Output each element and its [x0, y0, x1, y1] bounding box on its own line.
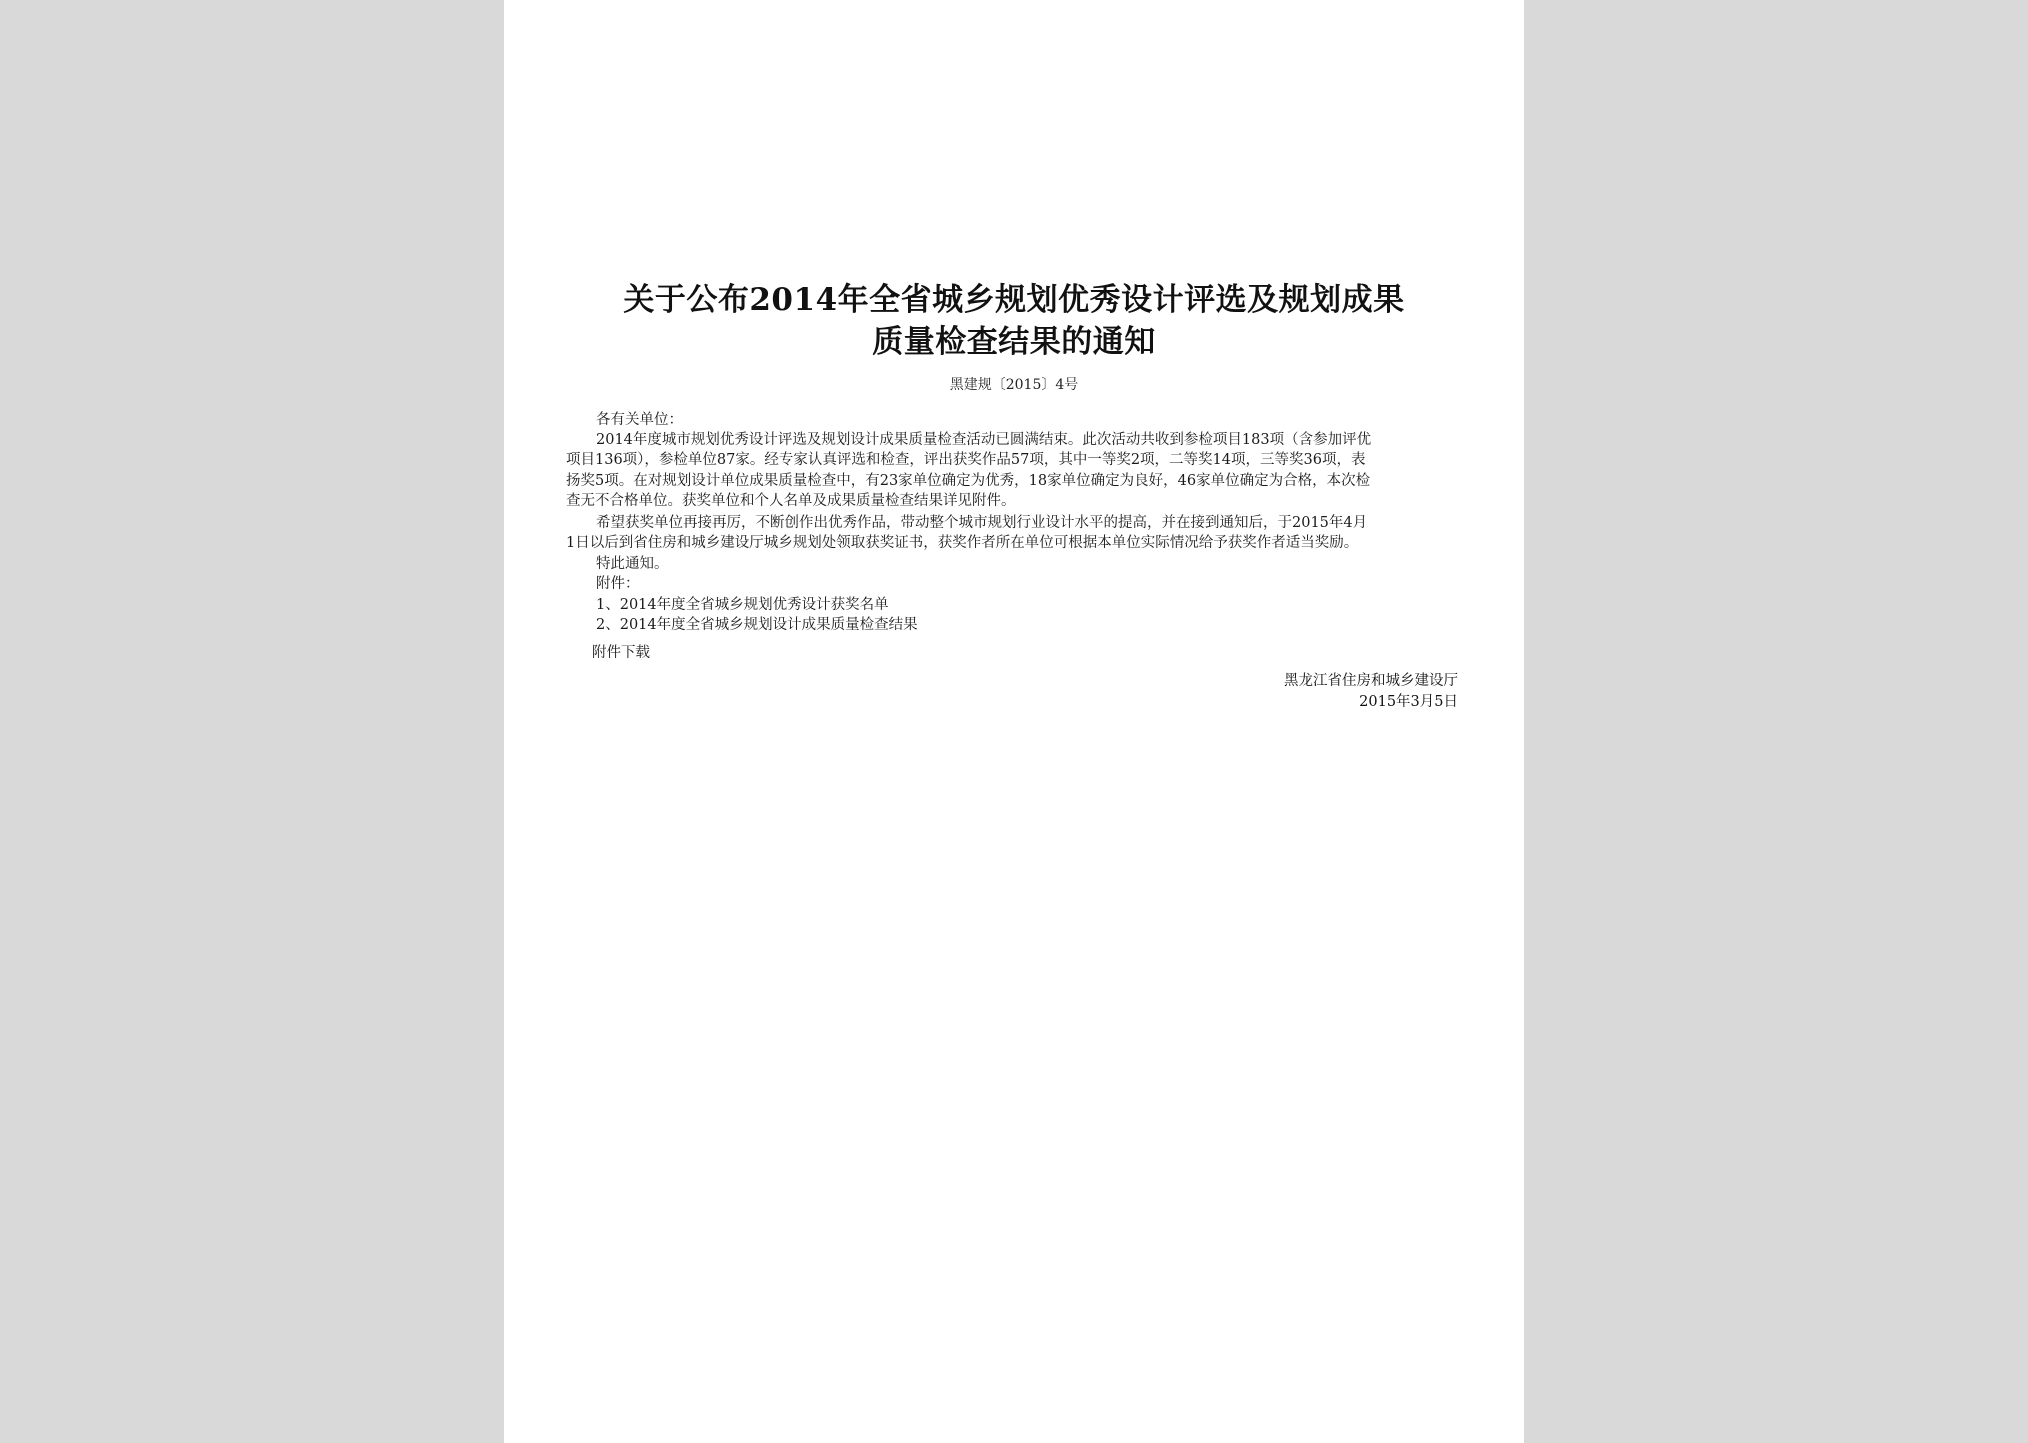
paragraph-2-line-1: 希望获奖单位再接再厉，不断创作出优秀作品，带动整个城市规划行业设计水平的提高，并在接到通知后，于2015年4月 — [596, 515, 1368, 531]
attachment-item-1: 1、2014年度全省城乡规划优秀设计获奖名单 — [596, 597, 889, 613]
attachment-download-link[interactable]: 附件下载 — [592, 645, 650, 661]
attachments-label: 附件： — [596, 576, 640, 592]
closing-text: 特此通知。 — [596, 556, 669, 572]
paragraph-1-line-1: 2014年度城市规划优秀设计评选及规划设计成果质量检查活动已圆满结束。此次活动共收到参检项目183项（含参加评优 — [596, 432, 1372, 448]
issuer-name: 黑龙江省住房和城乡建设厅 — [1284, 673, 1458, 689]
attachment-item-2: 2、2014年度全省城乡规划设计成果质量检查结果 — [596, 617, 918, 633]
document-page — [504, 0, 1524, 1443]
document-title-line-1: 关于公布2014年全省城乡规划优秀设计评选及规划成果 — [623, 282, 1405, 318]
salutation: 各有关单位： — [596, 412, 683, 428]
paragraph-1-line-3: 扬奖5项。在对规划设计单位成果质量检查中，有23家单位确定为优秀，18家单位确定为良好，46家单位确定为合格，本次检 — [566, 473, 1371, 489]
issue-date: 2015年3月5日 — [1359, 694, 1458, 710]
paragraph-2-line-2: 1日以后到省住房和城乡建设厅城乡规划处领取获奖证书，获奖作者所在单位可根据本单位实际情况给予获奖作者适当奖励。 — [566, 535, 1359, 551]
paragraph-1-line-2: 项目136项），参检单位87家。经专家认真评选和检查，评出获奖作品57项，其中一等奖2项，二等奖14项，三等奖36项，表 — [566, 452, 1366, 468]
paragraph-1-line-4: 查无不合格单位。获奖单位和个人名单及成果质量检查结果详见附件。 — [566, 493, 1016, 509]
document-title-line-2: 质量检查结果的通知 — [872, 324, 1156, 360]
document-number: 黑建规〔2015〕4号 — [949, 377, 1079, 393]
